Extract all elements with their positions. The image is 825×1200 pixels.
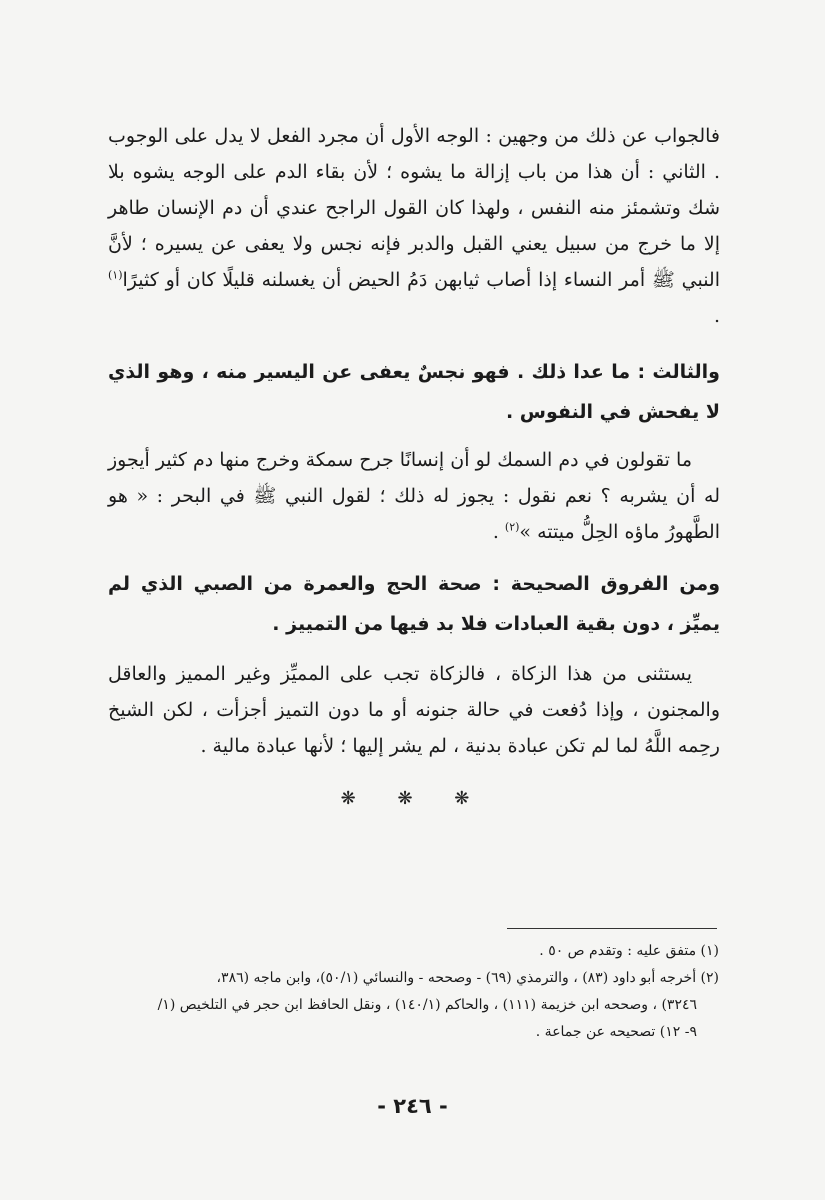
paragraph-answer (108, 118, 720, 334)
footnote-2-line-1: (٢) أخرجه أبو داود (٨٣) ، والترمذي (٦٩) - وصححه - والنسائي (٥٠/١)، وابن ماجه (٣٨٦، (216, 970, 719, 986)
section-separator: ❋ ❋ ❋ (340, 788, 488, 809)
paragraph-zakat-exception-text: يستثنى من هذا الزكاة ، فالزكاة تجب على المميِّز وغير المميز والعاقل والمجنون ، وإذا دُفعت في حالة جنونه أو ما دون التميز أجزأت ، لكن الشيخ رحِمه اللَّهُ لما لم تكن عبادة بدنية ، لم يشر إليها ؛ لأنها عبادة مالية . (108, 663, 720, 757)
paragraph-zakat-exception (108, 656, 720, 764)
footnote-2-line-3: ٩- ١٢) تصحيحه عن جماعة . (535, 1024, 697, 1040)
paragraph-correct-differences-text: ومن الفروق الصحيحة : صحة الحج والعمرة من الصبي الذي لم يميِّز ، دون بقية العبادات فلا بد فيها من التمييز . (108, 573, 720, 635)
paragraph-third-category (108, 352, 720, 432)
paragraph-answer-end: . (713, 305, 720, 327)
paragraph-fish-blood-text: ما تقولون في دم السمك لو أن إنسانًا جرح سمكة وخرج منها دم كثير أيجوز له أن يشربه ؟ نعم نقول : يجوز له ذلك ؛ لقول النبي ﷺ في البحر : « هو الطَّهورُ ماؤه الحِلُّ ميتته » (108, 449, 720, 543)
footnote-2-line-2: ٣٢٤٦) ، وصححه ابن خزيمة (١١١) ، والحاكم (١٤٠/١) ، ونقل الحافظ ابن حجر في التلخيص (١/ (157, 997, 697, 1013)
footnote-1: (١) متفق عليه : وتقدم ص ٥٠ . (539, 943, 719, 959)
paragraph-fish-blood (108, 442, 720, 550)
paragraph-correct-differences (108, 564, 720, 644)
paragraph-answer-text: فالجواب عن ذلك من وجهين : الوجه الأول أن مجرد الفعل لا يدل على الوجوب . الثاني : أن هذا من باب إزالة ما يشوه ؛ لأن بقاء الدم على الوجه يشوه بلا شك وتشمئز منه النفس ، ولهذا كان القول الراجح عندي أن دم الإنسان طاهر إلا ما خرج من سبيل يعني القبل والدبر فإنه نجس ولا يعفى عن يسيره ؛ لأنَّ النبي ﷺ أمر النساء إذا أصاب ثيابهن دَمُ الحيض أن يغسلنه قليلًا كان أو كثيرًا (108, 125, 720, 291)
paragraph-third-category-text: والثالث : ما عدا ذلك . فهو نجسٌ يعفى عن اليسير منه ، وهو الذي لا يفحش في النفوس . (108, 361, 720, 423)
page-body (108, 118, 720, 809)
footnotes (105, 938, 719, 1046)
page-number: - ٢٤٦ - (377, 1094, 448, 1118)
paragraph-fish-blood-end: . (492, 521, 505, 543)
footnote-ref-1: (١) (108, 268, 123, 282)
footnote-ref-2: (٢) (504, 520, 520, 534)
footnote-divider (507, 928, 717, 929)
